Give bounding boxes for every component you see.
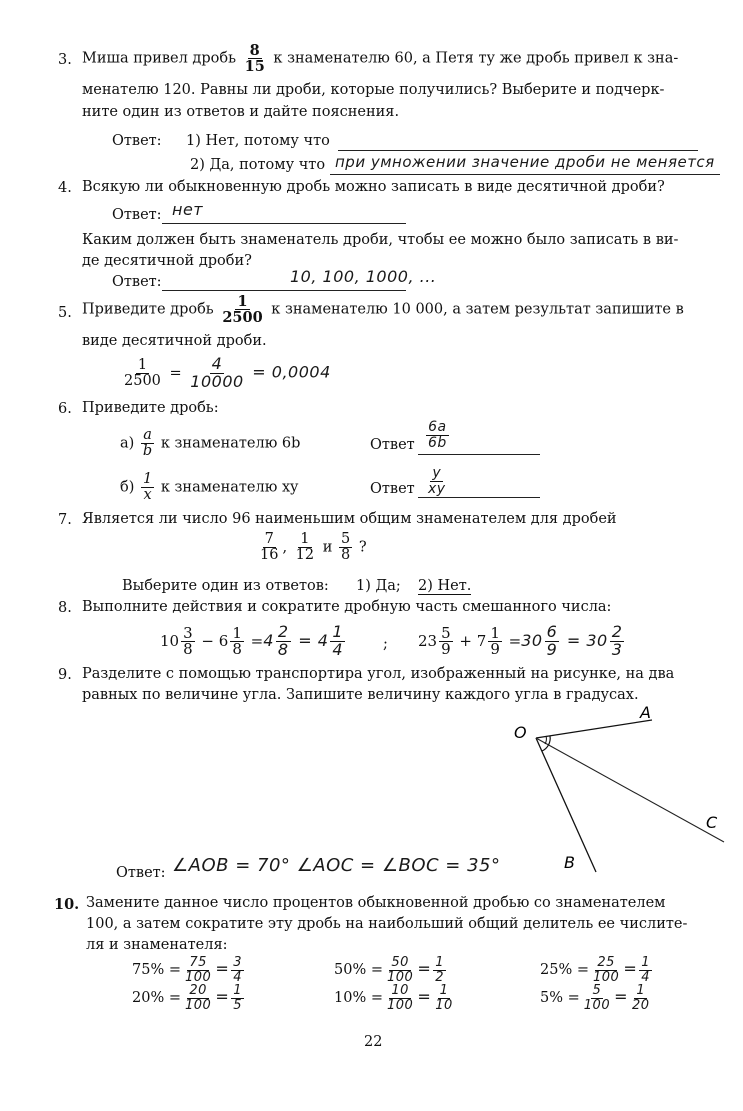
handwritten-result: 4 $\frac{2}{8}$ = 4 $\frac{1}{4}$ <box>263 622 344 659</box>
fraction-1-2500: $\frac{1}{2500}$ <box>222 293 263 327</box>
handwritten-fraction: $\frac{1}{4}$ <box>641 955 651 985</box>
problem-8-separator: ; <box>383 636 388 652</box>
problem-7-choose: Выберите один из ответов: <box>122 578 329 594</box>
problem-3-line3: ните один из ответов и дайте пояснения. <box>82 104 400 120</box>
label-a: A <box>640 703 651 722</box>
answer-line <box>338 150 698 151</box>
percent-value: 75% <box>132 962 165 979</box>
fraction: $\frac{3}{8}$ <box>183 623 193 659</box>
handwritten-fraction: $\frac{20}{100}$ <box>185 983 212 1013</box>
answer-line <box>162 223 406 224</box>
problem-10-line1: Замените данное число процентов обыкновенной дробью со знаменателем <box>86 895 666 911</box>
problem-6b-answer-label: Ответ <box>370 481 415 497</box>
handwritten-fraction: $\frac{1}{2}$ <box>435 955 445 985</box>
problem-10-line2: 100, а затем сократите эту дробь на наибольший общий делитель ее числите- <box>86 916 688 932</box>
fraction-a-b: $\frac{a}{b}$ <box>142 427 153 460</box>
problem-8-text: Выполните действия и сократите дробную часть смешанного числа: <box>82 599 612 615</box>
percent-value: 5% <box>540 990 564 1007</box>
problem-3-line1: Миша привел дробь $\frac{8}{15}$ к знаменателю 60, а Петя ту же дробь привел к зна- <box>82 42 679 76</box>
percent-value: 25% <box>540 962 573 979</box>
fraction-1-2500: $\frac{1}{2500}$ <box>124 356 161 389</box>
problem-5-equation: $\frac{1}{2500}$ = $\frac{4}{10000}$ = 0,0004 <box>124 354 331 391</box>
problem-4-question-2-line1: Каким должен быть знаменатель дроби, чтобы ее можно было записать в ви- <box>82 232 679 248</box>
percent-value: 50% <box>334 962 367 979</box>
handwritten-fraction: $\frac{5}{100}$ <box>583 983 611 1013</box>
problem-4-answer-label-1: Ответ: <box>112 207 162 223</box>
problem-4-answer-label-2: Ответ: <box>112 274 162 290</box>
handwritten-fraction: $\frac{75}{100}$ <box>185 955 212 985</box>
ray-ob <box>536 738 596 872</box>
fraction: $\frac{5}{9}$ <box>441 623 451 659</box>
fraction: $\frac{1}{8}$ <box>232 623 242 659</box>
handwritten-answer: нет <box>172 200 204 219</box>
problem-7-fractions: $\frac{7}{16}$ , $\frac{1}{12}$ и $\frac{5}{8}$ ? <box>260 531 367 564</box>
problem-6-number: 6. <box>58 401 72 417</box>
problem-9-number: 9. <box>58 667 72 683</box>
answer-line <box>162 290 406 291</box>
answer-line <box>418 497 540 498</box>
handwritten-answer: при умножении значение дроби не меняется <box>335 153 715 171</box>
fraction-7-16: $\frac{7}{16}$ <box>260 531 279 564</box>
problem-4-question-2-line2: де десятичной дроби? <box>82 253 252 269</box>
problem-6-text: Приведите дробь: <box>82 400 219 416</box>
percent-value: 20% <box>132 990 165 1007</box>
fraction-5-8: $\frac{5}{8}$ <box>341 531 351 564</box>
problem-8-number: 8. <box>58 600 72 616</box>
percent-item: 25% = $\frac{25}{100}$ = $\frac{1}{4}$ <box>540 955 651 985</box>
problem-3-line2: менателю 120. Равны ли дроби, которые получились? Выберите и подчерк- <box>82 82 665 98</box>
problem-5-line2: виде десятичной дроби. <box>82 333 267 349</box>
problem-10-number: 10. <box>54 896 80 913</box>
label-o: O <box>514 723 527 742</box>
percent-item: 5% = $\frac{5}{100}$ = $\frac{1}{20}$ <box>540 983 650 1013</box>
problem-6a: а) $\frac{a}{b}$ к знаменателю 6b <box>120 427 301 460</box>
angle-figure <box>500 700 735 880</box>
problem-6b: б) $\frac{1}{x}$ к знаменателю xy <box>120 471 299 504</box>
problem-5-line1: Приведите дробь $\frac{1}{2500}$ к знаменателю 10 000, а затем результат запишите в <box>82 293 684 327</box>
percent-item: 10% = $\frac{10}{100}$ = $\frac{1}{10}$ <box>334 983 453 1013</box>
problem-7-option-2[interactable]: 2) Нет. <box>418 578 472 594</box>
handwritten-fraction: $\frac{25}{100}$ <box>593 955 620 985</box>
problem-3-option-1[interactable]: 1) Нет, потому что <box>186 133 330 149</box>
handwritten-answer: 10, 100, 1000, ... <box>290 267 437 286</box>
answer-line <box>330 174 720 175</box>
problem-3-answer-label: Ответ: <box>112 133 162 149</box>
ray-oc-bisector <box>536 738 724 842</box>
problem-7-number: 7. <box>58 512 72 528</box>
fraction: $\frac{1}{9}$ <box>490 623 500 659</box>
problem-7-option-1[interactable]: 1) Да; <box>356 578 401 594</box>
page-number: 22 <box>364 1034 383 1050</box>
percent-item: 75% = $\frac{75}{100}$ = $\frac{3}{4}$ <box>132 955 243 985</box>
ray-oa <box>536 720 652 738</box>
handwritten-fraction: $\frac{50}{100}$ <box>387 955 414 985</box>
problem-6a-answer-label: Ответ <box>370 437 415 453</box>
problem-9-line1: Разделите с помощью транспортира угол, изображенный на рисунке, на два <box>82 666 675 682</box>
problem-8-expression-2: 23 $\frac{5}{9}$ + 7 $\frac{1}{9}$ =30 $\frac{6}{9}$ = 30 $\frac{2}{3}$ <box>418 624 626 659</box>
handwritten-result: 30 $\frac{6}{9}$ = 30 $\frac{2}{3}$ <box>521 622 623 659</box>
problem-7-text: Является ли число 96 наименьшим общим знаменателем для дробей <box>82 511 617 527</box>
problem-3-number: 3. <box>58 52 72 68</box>
problem-3-option-2[interactable]: 2) Да, потому что <box>190 157 326 173</box>
handwritten-result: = 0,0004 <box>252 362 331 382</box>
problem-4-question-1: Всякую ли обыкновенную дробь можно записать в виде десятичной дроби? <box>82 179 665 195</box>
label-b: B <box>564 853 575 872</box>
problem-5-number: 5. <box>58 305 72 321</box>
handwritten-fraction: $\frac{3}{4}$ <box>233 955 243 985</box>
percent-item: 20% = $\frac{20}{100}$ = $\frac{1}{5}$ <box>132 983 243 1013</box>
problem-10-line3: ля и знаменателя: <box>86 937 228 953</box>
handwritten-answer: ∠AOB = 70° ∠AOC = ∠BOC = 35° <box>172 855 501 876</box>
problem-6a-answer <box>424 420 451 450</box>
handwritten-fraction: $\frac{1}{10}$ <box>435 983 453 1013</box>
handwritten-fraction: $\frac{1}{20}$ <box>632 983 650 1013</box>
handwritten-fraction: $\frac{10}{100}$ <box>387 983 414 1013</box>
fraction-1-x: $\frac{1}{x}$ <box>143 471 153 504</box>
problem-4-number: 4. <box>58 180 72 196</box>
percent-value: 10% <box>334 990 367 1007</box>
percent-item: 50% = $\frac{50}{100}$ = $\frac{1}{2}$ <box>334 955 445 985</box>
handwritten-fraction: $\frac{1}{5}$ <box>233 983 243 1013</box>
label-c: C <box>706 813 718 832</box>
handwritten-fraction: $\frac{6a}{6b}$ <box>428 419 447 451</box>
problem-6b-answer <box>424 466 450 496</box>
answer-line <box>418 454 540 455</box>
problem-9-line2: равных по величине угла. Запишите величину каждого угла в градусах. <box>82 687 639 703</box>
fraction-1-12: $\frac{1}{12}$ <box>295 531 315 564</box>
problem-8-expression-1: 10 $\frac{3}{8}$ − 6 $\frac{1}{8}$ =4 $\frac{2}{8}$ = 4 $\frac{1}{4}$ <box>160 624 347 659</box>
fraction-8-15: $\frac{8}{15}$ <box>244 42 265 76</box>
handwritten-fraction: $\frac{y}{xy}$ <box>428 465 446 497</box>
problem-9-answer-label: Ответ: <box>116 865 166 881</box>
handwritten-fraction: $\frac{4}{10000}$ <box>190 354 244 391</box>
